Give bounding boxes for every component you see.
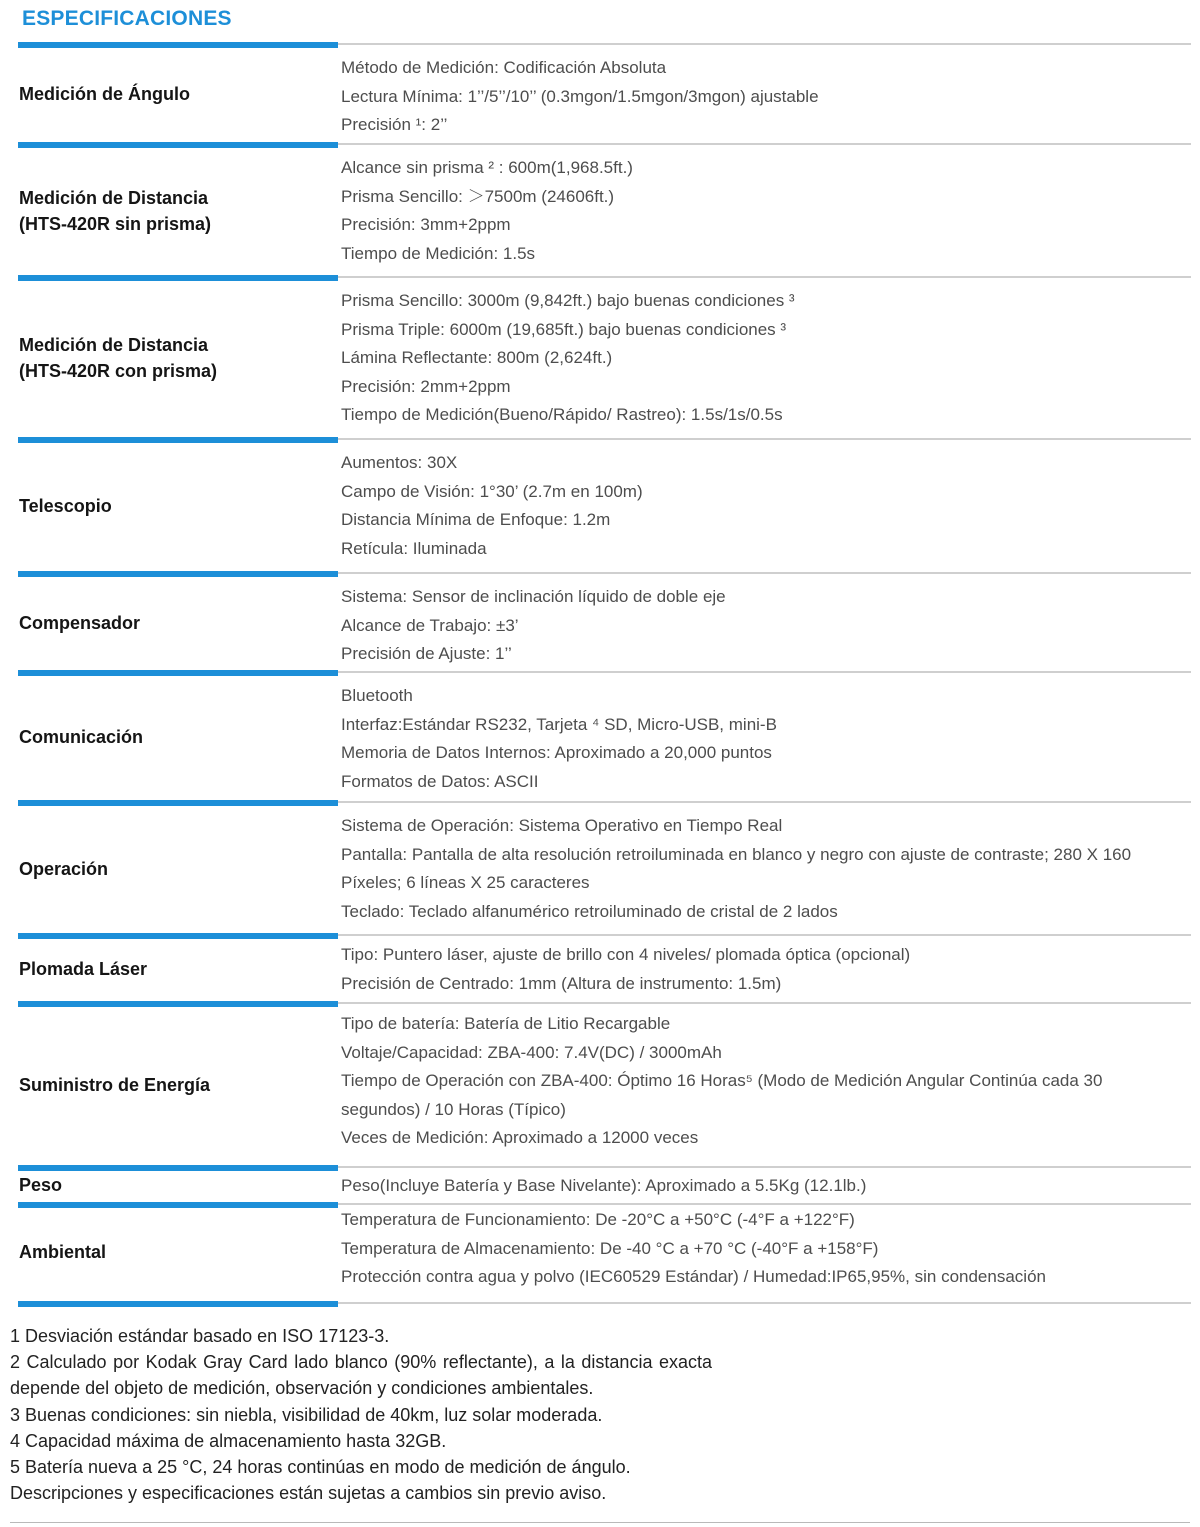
page-bottom-rule	[10, 1522, 1190, 1523]
specs-table	[18, 43, 1191, 1298]
spec-line: Veces de Medición: Aproximado a 12000 veces	[341, 1128, 699, 1147]
spec-line: Lámina Reflectante: 800m (2,624ft.)	[341, 348, 613, 367]
spec-line: segundos) / 10 Horas (Típico)	[341, 1099, 566, 1119]
footnote: 5 Batería nueva a 25 °C, 24 horas continúas en modo de medición de ángulo.	[10, 1457, 631, 1478]
spec-values	[338, 440, 1191, 572]
spec-row-ambiental	[18, 1203, 1191, 1298]
spec-row-energia	[18, 1002, 1191, 1166]
spec-line: Tiempo de Medición(Bueno/Rápido/ Rastreo): 1.5s/1s/0.5s	[341, 405, 783, 424]
spec-values	[338, 574, 1191, 671]
spec-line: Método de Medición: Codificación Absoluta	[341, 58, 667, 77]
spec-row-plomada	[18, 934, 1191, 1002]
spec-values	[338, 936, 1191, 1002]
spec-label: Compensador	[19, 612, 141, 633]
spec-row-compensador	[18, 572, 1191, 671]
spec-line: Tipo: Puntero láser, ajuste de brillo con 4 niveles/ plomada óptica (opcional)	[341, 945, 911, 964]
page-title: ESPECIFICACIONES	[22, 7, 232, 30]
spec-label: Peso	[19, 1175, 63, 1195]
footnote: 2 Calculado por Kodak Gray Card lado blanco (90% reflectante), a la distancia exacta depende del objeto de medición, observación y condiciones ambientales.	[10, 1352, 712, 1399]
spec-label: Operación	[19, 858, 109, 879]
spec-line: Interfaz:Estándar RS232, Tarjeta ⁴ SD, Micro-USB, mini-B	[341, 714, 777, 734]
spec-values	[338, 1168, 1191, 1203]
footnote: Descripciones y especificaciones están sujetas a cambios sin previo aviso.	[10, 1483, 607, 1504]
spec-line: Sistema de Operación: Sistema Operativo en Tiempo Real	[341, 816, 783, 835]
spec-values	[338, 1004, 1191, 1166]
spec-row-angulo	[18, 43, 1191, 143]
spec-values	[338, 1205, 1191, 1298]
spec-label: Telescopio	[19, 496, 112, 516]
spec-values	[338, 673, 1191, 801]
spec-row-distancia-sin-prisma	[18, 143, 1191, 276]
spec-label: Suministro de Energía	[19, 1075, 211, 1095]
spec-line: Memoria de Datos Internos: Aproximado a 20,000 puntos	[341, 743, 772, 762]
spec-line: Distancia Mínima de Enfoque: 1.2m	[341, 510, 611, 529]
spec-values	[338, 803, 1191, 934]
footnote: 4 Capacidad máxima de almacenamiento hasta 32GB.	[10, 1430, 447, 1451]
spec-line: Prisma Sencillo: 3000m (9,842ft.) bajo buenas condiciones ³	[341, 291, 795, 310]
spec-line: Formatos de Datos: ASCII	[341, 771, 539, 791]
spec-line: Pantalla: Pantalla de alta resolución retroiluminada en blanco y negro con ajuste de contraste; 280 X 160	[341, 844, 1132, 864]
spec-line: Teclado: Teclado alfanumérico retroiluminado de cristal de 2 lados	[341, 901, 838, 921]
spec-line: Lectura Mínima: 1’’/5’’/10’’ (0.3mgon/1.5mgon/3mgon) ajustable	[341, 86, 819, 106]
spec-line: Aumentos: 30X	[341, 453, 458, 472]
spec-line: Píxeles; 6 líneas X 25 caracteres	[341, 873, 590, 892]
spec-line: Sistema: Sensor de inclinación líquido de doble eje	[341, 587, 726, 606]
spec-line: Precisión: 2mm+2ppm	[341, 376, 511, 396]
spec-line: Tiempo de Operación con ZBA-400: Óptimo 16 Horas⁵ (Modo de Medición Angular Continúa cada 30	[341, 1071, 1103, 1090]
spec-label: Medición de Distancia (HTS-420R con prisma)	[19, 335, 218, 381]
spec-line: Protección contra agua y polvo (IEC60529 Estándar) / Humedad:IP65,95%, sin condensación	[341, 1267, 1046, 1286]
spec-line: Temperatura de Funcionamiento: De -20°C a +50°C (-4°F a +122°F)	[341, 1210, 855, 1229]
footnote: 3 Buenas condiciones: sin niebla, visibilidad de 40km, luz solar moderada.	[10, 1404, 603, 1425]
spec-line: Temperatura de Almacenamiento: De -40 °C a +70 °C (-40°F a +158°F)	[341, 1238, 879, 1258]
footnotes	[10, 1323, 712, 1506]
spec-row-operacion	[18, 801, 1191, 934]
spec-label: Medición de Distancia (HTS-420R sin prisma)	[19, 187, 212, 234]
spec-line: Precisión de Centrado: 1mm (Altura de instrumento: 1.5m)	[341, 973, 782, 993]
spec-line: Alcance de Trabajo: ±3’	[341, 615, 519, 635]
spec-line: Precisión de Ajuste: 1’’	[341, 644, 512, 663]
spec-row-telescopio	[18, 438, 1191, 572]
spec-line: Tipo de batería: Batería de Litio Recargable	[341, 1014, 671, 1033]
spec-line: Prisma Triple: 6000m (19,685ft.) bajo buenas condiciones ³	[341, 319, 787, 339]
spec-line: Precisión: 3mm+2ppm	[341, 215, 511, 234]
spec-values	[338, 278, 1191, 438]
spec-row-peso	[18, 1166, 1191, 1203]
spec-label: Plomada Láser	[19, 959, 148, 979]
spec-values	[338, 145, 1191, 276]
spec-line: Bluetooth	[341, 686, 413, 705]
spec-label: Ambiental	[19, 1241, 107, 1262]
spec-line: Voltaje/Capacidad: ZBA-400: 7.4V(DC) / 3000mAh	[341, 1042, 722, 1062]
spec-label: Medición de Ángulo	[19, 84, 190, 104]
spec-line: Campo de Visión: 1°30’ (2.7m en 100m)	[341, 481, 643, 501]
spec-values	[338, 45, 1191, 143]
footnote: 1 Desviación estándar basado en ISO 17123-3.	[10, 1326, 390, 1346]
spec-line: Tiempo de Medición: 1.5s	[341, 243, 536, 263]
spec-line: Peso(Incluye Batería y Base Nivelante): Aproximado a 5.5Kg (12.1lb.)	[341, 1176, 867, 1195]
table-bottom-rule	[18, 1302, 1191, 1304]
spec-line: Alcance sin prisma ² : 600m(1,968.5ft.)	[341, 158, 633, 177]
spec-line: Retícula: Iluminada	[341, 538, 487, 558]
spec-row-distancia-con-prisma	[18, 276, 1191, 438]
spec-row-comunicacion	[18, 671, 1191, 801]
spec-line: Prisma Sencillo: ＞7500m (24606ft.)	[341, 186, 615, 206]
spec-line: Precisión ¹: 2’’	[341, 115, 448, 134]
spec-label: Comunicación	[19, 727, 144, 747]
